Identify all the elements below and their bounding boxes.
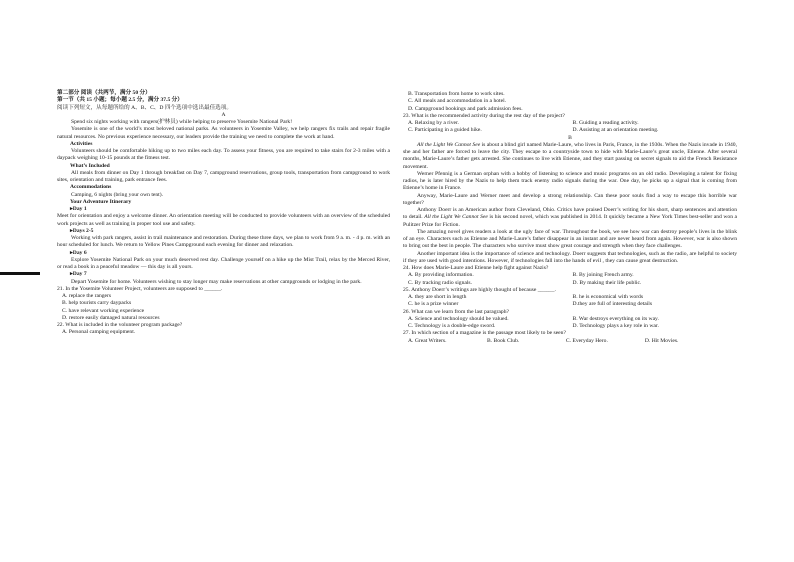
heading-day1: ▸Day 1 [70, 206, 87, 212]
passage-b-paragraph-6: Another important idea is the importance of science and technology. Doerr suggests that technologies, such as the radio, are helpful to society if they are used with good intentions. However, if technologies fall into the hands of evil , they can cause great destruction. [403, 250, 737, 264]
heading-day6: ▸Day 6 [70, 249, 87, 256]
instruction: 阅读下列短文，从每题所给的 A、B、C、D 四个选项中选出最佳选项。 [57, 104, 232, 111]
days2-5-text: Working with park rangers, assist in trail maintenance and restoration. During these three days, we plan to work from 9 a. m. - 4 p. m. with an hour scheduled for lunch. We return to Yellow Pines Campground each evening for dinner and relaxation. [57, 235, 390, 249]
heading-accommodations: Accommodations [70, 184, 112, 191]
q25-options-row-2 [403, 301, 737, 308]
q26-options-row-1 [403, 316, 737, 323]
passage-a-label: A [221, 111, 226, 118]
q24-options-row-2 [403, 280, 737, 287]
q27-options-row [403, 338, 737, 345]
q26-option-d: D. Technology plays a key role in war. [572, 323, 659, 329]
heading-day7: ▸Day 7 [70, 271, 87, 278]
q24-option-d: D. By making their life public. [572, 279, 642, 286]
passage-a-intro: Spend six nights working with rangers(护林员) while helping to preserve Yosemite National Park! [71, 119, 293, 125]
q24-option-c: C. By tracking radio signals. [408, 279, 473, 286]
book-title: All the Light We Cannot See [424, 214, 488, 221]
q21-option-b: B. help tourists carry daypacks [62, 300, 132, 307]
margin-bar [0, 272, 40, 275]
q26-option-b: B. War destroys everything on its way. [572, 315, 659, 322]
included-text: All meals from dinner on Day 1 through breakfast on Day 7, campground reservations, group tools, transportation from campground to work sites, orientation and training, park entrance fees. [57, 169, 390, 183]
q25-option-b: B. he is economical with words [572, 294, 644, 300]
heading-included: What’s Included [70, 162, 110, 169]
accommodations-text: Camping, 6 nights (bring your own tent). [71, 191, 163, 198]
q21-option-c: C. have relevant working experience [62, 307, 145, 314]
q22-option-a: A. Personal camping equipment. [62, 329, 136, 336]
q22-option-b: B. Transportation from home to work sites. [408, 91, 505, 97]
q24-options-row-1 [403, 272, 737, 279]
q22-option-c: C. All meals and accommodation in a hotel. [408, 98, 507, 105]
q27-option-c: C. Everyday Hero. [565, 337, 608, 344]
q22-option-d: D. Campground bookings and park admission fees. [408, 105, 523, 112]
question-22: 22. What is included in the volunteer program package? [57, 322, 183, 328]
q21-option-a: A. replace the rangers [62, 293, 112, 299]
question-21: 21. In the Yosemite Volunteer Project, volunteers are supposed to ______. [57, 285, 223, 292]
q24-option-b: B. By joining French army. [572, 272, 634, 279]
heading-days2-5: ▸Days 2-5 [70, 227, 94, 234]
q26-option-c: C. Technology is a double-edge sword. [408, 323, 496, 329]
part-title: 第二部分 阅读（共两节，满分 50 分） [57, 90, 151, 96]
q25-options-row-1 [403, 294, 737, 301]
heading-itinerary: Your Adventure Itinerary [70, 198, 132, 205]
q23-option-a: A. Relaxing by a river. [408, 120, 459, 126]
q23-option-d: D. Assisting at an orientation meeting. [572, 127, 659, 134]
day7-text: Depart Yosemite for home. Volunteers wishing to stay longer may make reservations at other campgrounds or lodging in the park. [71, 278, 362, 285]
q23-option-c: C. Participating in a guided hike. [408, 127, 482, 134]
q25-option-a: A. they are short in length [408, 294, 467, 300]
passage-b-paragraph-1: All the Light We Cannot See is about a blind girl named Marie-Laure, who lives in Paris, France, in the 1930s. When the Nazis invade in 1940, she and her father are forced to leave the city. They escape to a countryside town to hide with Marie-Laure’s great uncle, Etienne. After several months, Marie-Laure’s father gets arrested. She continues to live with Etienne, and they start passing on secret signals to aid the French Resistance movement. [403, 141, 737, 170]
right-column [403, 91, 737, 345]
q27-option-d: D. Hit Movies. [644, 337, 679, 344]
question-26: 26. What can we learn from the last paragraph? [403, 308, 509, 315]
question-25: 25. Anthony Doerr’s writings are highly thought of because ______. [403, 286, 556, 293]
question-24: 24. How does Marie-Laure and Etienne help fight against Nazis? [403, 265, 549, 271]
passage-b-label: B [568, 134, 572, 141]
day6-text: Explore Yosemite National Park on your much deserved rest day. Challenge yourself on a hike up the Mist Trail, relax by the Merced River, or read a book in a peaceful meadow — this day is all yours. [57, 256, 390, 270]
passage-b-paragraph-2: Werner Pfennig is a German orphan with a hobby of listening to science and music programs on an old radio. Developing a talent for fixing radios, he is later hired by the Nazis to help them track enemy radio signals during the war. One day, he picks up a signal that is coming from Etienne’s home in France. [403, 170, 737, 192]
activities-text: Volunteers should be comfortable hiking up to two miles each day. To assess your fitness, you are required to take stairs for 2-3 miles with a daypack weighing 10-15 pounds at the fitness test. [57, 148, 390, 162]
q21-option-d: D. restore easily damaged natural resources [62, 314, 160, 321]
left-column [57, 90, 390, 337]
q27-option-b: B. Book Club. [486, 337, 520, 344]
passage-a-paragraph: Yosemite is one of the world’s most beloved national parks. As volunteers in Yosemite Valley, we help rangers fix trails and repair fragile natural resources. No previous experience necessary, our leaders provide the training we need to complete the work at hand. [57, 126, 390, 140]
q25-option-d: D.they are full of interesting details [572, 301, 653, 308]
q23-options-row-1 [403, 120, 737, 127]
book-title: All the Light We Cannot See [417, 141, 481, 148]
day1-text: Meet for orientation and enjoy a welcome dinner. An orientation meeting will be conducted to provide volunteers with an overview of the scheduled work projects as well as training in proper tool use and safety. [57, 213, 390, 227]
passage-b-paragraph-3: Anyway, Marie-Laure and Werner meet and develop a strong relationship. Can these poor souls find a way to escape this horrible war together? [403, 192, 737, 206]
section-title: 第一节（共 15 小题；每小题 2.5 分，满分 37.5 分） [57, 97, 183, 104]
q25-option-c: C. he is a prize winner [408, 301, 459, 308]
question-23: 23. What is the recommended activity during the rest day of the project? [403, 112, 565, 119]
q27-option-a: A. Great Writers. [408, 337, 447, 344]
question-27: 27. In which section of a magazine is the passage most likely to be seen? [403, 330, 566, 337]
q26-option-a: A. Science and technology should be valued. [408, 315, 509, 322]
q23-options-row-2 [403, 127, 737, 134]
heading-activities: Activities [70, 140, 93, 147]
q24-option-a: A. By providing information. [408, 272, 474, 279]
passage-b-paragraph-4: Anthony Doerr is an American author from Cleveland, Ohio. Critics have praised Doerr’s writing for his short, sharp sentences and attention to detail. All the Light We Cannot See is his second novel, which was published in 2014. It quickly became a New York Times best-seller and won a Pulitzer Prize for Fiction. [403, 207, 737, 228]
passage-b-paragraph-5: The amazing novel gives readers a look at the ugly face of war. Throughout the book, we see how war can destroy people’s lives in the blink of an eye. Characters such as Etienne and Marie-Laure’s father disappear in an instant and are never heard from again. However, war is also shown to bring out the best in people. The characters who survive must show great courage and strength when they face challenges. [403, 228, 737, 250]
q23-option-b: B. Guiding a reading activity. [572, 120, 639, 126]
